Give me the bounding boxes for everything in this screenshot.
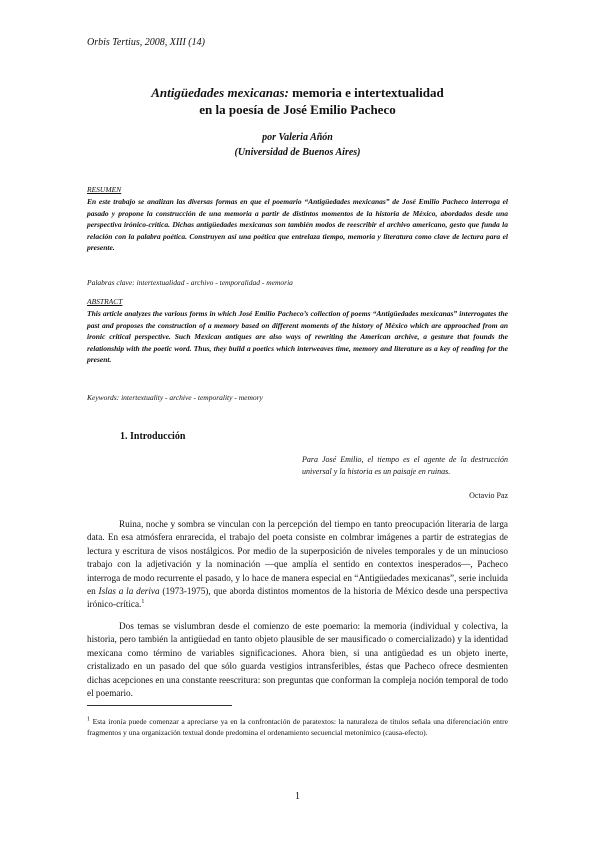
resumen-text: En este trabajo se analizan las diversas formas en que el poemario “Antigüedades mexicanas” de José Emilio Pacheco interroga el pasado y propone la construcción de una memoria a partir de distintos momentos de la historia de México, abordados desde una perspectiva irónico-crítica. Dichas antigüedades mexicanas son también modos de reescribir el archivo americano, gesto que funda la relación con la palabra poética. Construyen así una poética que entrelaza tiempo, memoria y literatura como clave de lectura para el presente. (87, 197, 508, 252)
epigraph-text: Para José Emilio, el tiempo es el agente de la destrucción universal y la historia es un paisaje en ruinas. (302, 455, 508, 476)
footnote (87, 716, 508, 738)
author-name: por Valeria Añón (262, 132, 333, 143)
resumen-keywords: Palabras clave: intertextualidad - archivo - temporalidad - memoria (87, 278, 293, 287)
title-line-2: en la poesía de José Emilio Pacheco (199, 102, 396, 117)
p1-text-a: Ruina, noche y sombra se vinculan con la percepción del tiempo en tanto preocupación literaria de larga data. En esa atmósfera enrarecida, el trabajo del poeta consiste en colmbrar imágenes a partir de estrategias de lectura y escritura de visos nostálgicos. Por medio de la superposición de niveles temporales y de un minucioso trabajo con la adjetivación y la nominación —que amplía el sentido en contextos inesperados—, Pacheco interroga de modo recurrente el pasado, y lo hace de manera especial en “Antigüedades mexicanas”, serie incluida en (87, 519, 508, 597)
page-number: 1 (295, 791, 300, 802)
author-block (80, 130, 515, 160)
running-head: Orbis Tertius, 2008, XIII (14) (87, 37, 205, 48)
footnote-divider (87, 705, 232, 706)
p1-text-b: (1973-1975), que aborda distintos momentos de la historia de México desde una perspectiva irónico-crítica. (87, 586, 508, 610)
abstract-keywords: Keywords: intertextuality - archive - temporality - memory (87, 393, 263, 402)
section-heading: 1. Introducción (120, 431, 186, 442)
abstract-heading: ABSTRACT (87, 297, 123, 306)
body-paragraph-1 (87, 518, 508, 612)
footnote-ref[interactable]: 1 (141, 599, 145, 606)
title-rest: memoria e intertextualidad (288, 85, 444, 100)
epigraph-author: Octavio Paz (469, 491, 508, 500)
footnote-text: Esta ironía puede comenzar a apreciarse ya en la confrontación de paratextos: la naturaleza de títulos señala una diferenciación entre fragmentos y una organización textual donde predomina el ordenamiento secuencial metonímico (causa-efecto). (87, 717, 508, 737)
body-paragraph-2: Dos temas se vislumbran desde el comienzo de este poemario: la memoria (individual y colectiva, la historia, pero también la antigüedad en tanto objeto plausible de ser mausificado o comercializado) y la identidad mexicana como término de variables significaciones. Ahora bien, si una antigüedad es un objeto inerte, cristalizado en un pasado del que sólo guarda vestigios intransferibles, éstas que Pacheco ofrece desmienten dichas acepciones en una constante reescritura: son preguntas que conforman la compleja noción temporal de todo el poemario. (87, 621, 508, 699)
abstract-text: This article analyzes the various forms in which José Emilio Pacheco’s collection of poems “Antigüedades mexicanas” interrogates the past and proposes the construction of a memory based on different moments of the history of México which are approached from an ironic critical perspective. Such Mexican antiques are also ways of rewriting the American archive, a gesture that founds the relationship with the poetic word. Thus, they build a poetics which interweaves time, memory and literature as a key of reading for the present. (87, 309, 508, 364)
resumen-heading: RESUMEN (87, 185, 122, 194)
book-title: Islas a la deriva (98, 586, 160, 597)
article-title (80, 84, 515, 118)
footnote-marker: 1 (87, 716, 90, 723)
title-italic-part: Antigüedades mexicanas: (151, 85, 289, 100)
author-affiliation: (Universidad de Buenos Aires) (234, 147, 361, 158)
